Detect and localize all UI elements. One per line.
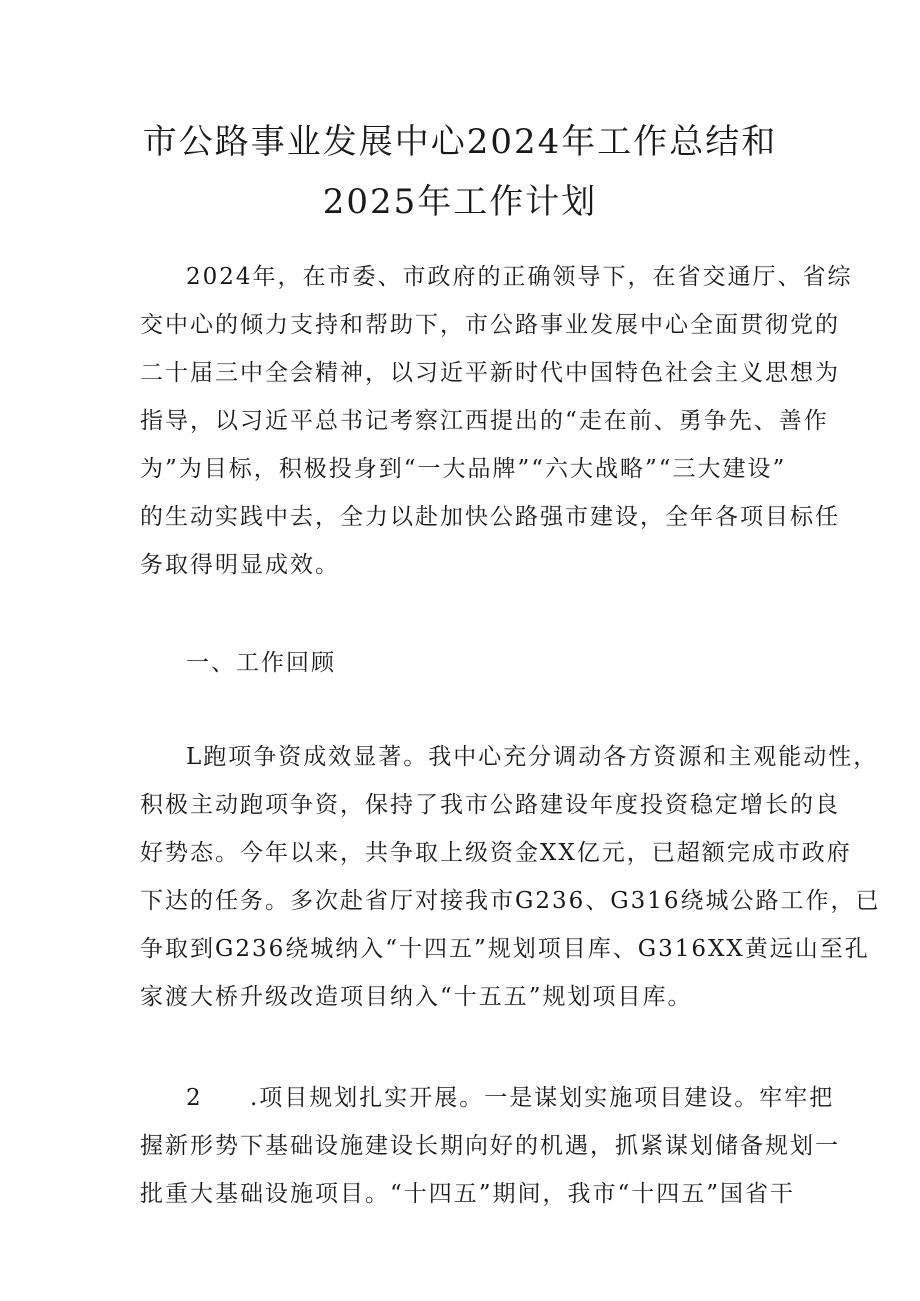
- item-1-line: 下达的任务。多次赴省厅对接我市G236、G316绕城公路工作，已: [140, 888, 881, 914]
- intro-line: 指导，以习近平总书记考察江西提出的“走在前、勇争先、善作: [140, 408, 829, 434]
- item-2-number: 2: [186, 1085, 203, 1111]
- intro-line: 的生动实践中去，全力以赴加快公路强市建设，全年各项目标任: [140, 504, 840, 530]
- intro-line: 2024年，在市委、市政府的正确领导下，在省交通厅、省综: [186, 264, 853, 290]
- item-1-line: 好势态。今年以来，共争取上级资金XX亿元，已超额完成市政府: [140, 840, 852, 866]
- item-1-line: 家渡大桥升级改造项目纳入“十五五”规划项目库。: [140, 984, 693, 1010]
- document-title-line-1: 市公路事业发展中心2024年工作总结和: [142, 122, 778, 162]
- section-heading: 一、工作回顾: [186, 650, 336, 676]
- item-1-line: L跑项争资成效显著。我中心充分调动各方资源和主观能动性，: [186, 744, 879, 770]
- item-1-line: 争取到G236绕城纳入“十四五”规划项目库、G316XX黄远山至孔: [140, 936, 870, 962]
- item-2-first-line-text: .项目规划扎实开展。一是谋划实施项目建设。牢牢把: [250, 1085, 835, 1111]
- intro-line: 务取得明显成效。: [140, 552, 340, 578]
- intro-line: 为”为目标，积极投身到“一大品牌”“六大战略”“三大建设”: [140, 456, 787, 482]
- item-2-line: 批重大基础设施项目。“十四五”期间，我市“十四五”国省干: [140, 1181, 796, 1207]
- item-1-line: 积极主动跑项争资，保持了我市公路建设年度投资稳定增长的良: [140, 792, 840, 818]
- intro-line: 二十届三中全会精神，以习近平新时代中国特色社会主义思想为: [140, 360, 840, 386]
- item-2-line: 握新形势下基础设施建设长期向好的机遇，抓紧谋划储备规划一: [140, 1133, 840, 1159]
- intro-line: 交中心的倾力支持和帮助下，市公路事业发展中心全面贯彻党的: [140, 312, 840, 338]
- document-title-line-2: 2025年工作计划: [322, 182, 598, 222]
- item-2-first-line: [186, 1082, 836, 1114]
